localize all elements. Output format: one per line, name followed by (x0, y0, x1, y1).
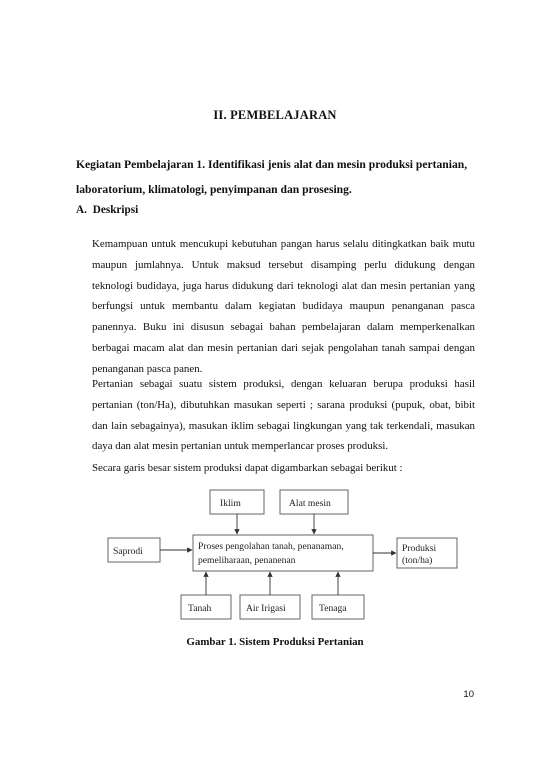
production-system-diagram (0, 485, 550, 625)
input-label-saprodi: Saprodi (113, 546, 143, 557)
section-title: Deskripsi (92, 204, 139, 216)
paragraph-1: Kemampuan untuk mencukupi kebutuhan pangan harus selalu ditingkatkan baik mutu maupun jumlahnya. Untuk maksud tersebut disamping perlu didukung dengan teknologi budidaya, juga harus didukung dari teknologi alat dan mesin pertanian yang berfungsi untuk membantu dalam kegiatan budidaya maupun penanganan pasca panennya. Buku ini disusun sebagai bahan pembelajaran dalam memperkenalkan berbagai macam alat dan mesin pertanian dari sejak pengolahan tanah sampai dengan penanganan pasca panen. (92, 238, 475, 375)
input-label-alat-mesin: Alat mesin (289, 498, 331, 509)
activity-title (76, 152, 476, 202)
process-label-line-2: pemeliharaan, penanenan (198, 555, 296, 566)
output-label-line-1: Produksi (402, 543, 437, 554)
output-box-produksi (397, 538, 457, 568)
input-box-iklim (210, 490, 264, 514)
section-heading (76, 204, 138, 216)
paragraph-3: Secara garis besar sistem produksi dapat digambarkan sebagai berikut : (92, 462, 403, 474)
input-label-air-irigasi: Air Irigasi (246, 603, 286, 614)
input-box-air-irigasi (240, 595, 300, 619)
activity-title-line-1: Kegiatan Pembelajaran 1. Identifikasi jenis alat dan mesin produksi pertanian, (76, 158, 468, 171)
chapter-title: II. PEMBELAJARAN (213, 108, 337, 122)
input-label-iklim: Iklim (220, 498, 241, 509)
input-label-tanah: Tanah (188, 603, 212, 614)
input-box-alat-mesin (280, 490, 348, 514)
paragraph-2: Pertanian sebagai suatu sistem produksi, dengan keluaran berupa produksi hasil pertanian (ton/Ha), dibutuhkan masukan seperti ; sarana produksi (pupuk, obat, bibit dan lain sebagainya), masukan iklim sebagai lingkungan yang tak terkendali, masukan daya dan alat mesin pertanian untuk memperlancar proses produksi. (92, 378, 475, 453)
process-box (193, 535, 373, 571)
page-number: 10 (463, 689, 474, 700)
input-box-saprodi (108, 538, 160, 562)
input-label-tenaga: Tenaga (319, 603, 347, 614)
section-number: A. (76, 204, 87, 216)
output-label-line-2: (ton/ha) (402, 555, 433, 566)
input-box-tanah (181, 595, 231, 619)
process-label-line-1: Proses pengolahan tanah, penanaman, (198, 541, 344, 552)
input-box-tenaga (312, 595, 364, 619)
activity-title-line-2: laboratorium, klimatologi, penyimpanan dan prosesing. (76, 183, 352, 196)
figure-caption: Gambar 1. Sistem Produksi Pertanian (186, 636, 364, 648)
